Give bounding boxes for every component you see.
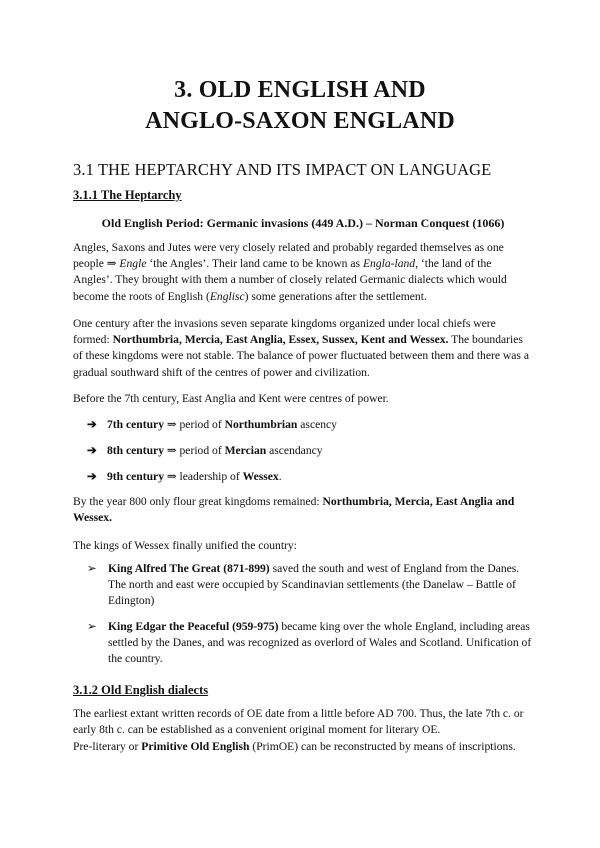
subsection-heading-3-1-1: 3.1.1 The Heptarchy xyxy=(73,188,182,202)
arrow-icon: ➔ xyxy=(87,418,97,431)
paragraph-kingdoms: One century after the invasions seven separate kingdoms organized under local chiefs were formed: Northumbria, Mercia, East Anglia, Essex, Sussex, Kent and Wessex. The boundaries of these kingdoms were not stable. The balance of power fluctuated between them and there was a gradual southward shift of the centres of power and civilization. xyxy=(73,317,529,379)
paragraph-earliest-records: The earliest extant written records of OE date from a little before AD 700. Thus, the late 7th c. or early 8th c. can be established as a convenient original moment for literary OE. xyxy=(73,707,524,737)
period-statement: Old English Period: Germanic invasions (449 A.D.) – Norman Conquest (1066) xyxy=(101,216,505,230)
paragraph-wessex-kings: The kings of Wessex finally unified the country: xyxy=(73,539,297,552)
section-heading-3-1: 3.1 THE HEPTARCHY AND ITS IMPACT ON LANGUAGE xyxy=(73,160,492,179)
paragraph-primitive-oe: Pre-literary or Primitive Old English (PrimOE) can be reconstructed by means of inscriptions. xyxy=(73,740,516,753)
subsection-heading-3-1-2: 3.1.2 Old English dialects xyxy=(73,683,209,697)
arrow-icon: ➔ xyxy=(87,444,97,457)
list-item-8th-century: ➔ 8th century ⇒ period of Mercian ascendancy xyxy=(87,444,323,457)
list-item-king-edgar: ➢ King Edgar the Peaceful (959-975) became king over the whole England, including areas settled by the Danes, and was recognized as overlord of Wales and Scotland. Unification of the country. xyxy=(87,620,532,665)
paragraph-centres: Before the 7th century, East Anglia and Kent were centres of power. xyxy=(73,392,389,405)
paragraph-great-kingdoms: By the year 800 only flour great kingdoms remained: Northumbria, Mercia, East Anglia and Wessex. xyxy=(73,495,515,525)
list-item-king-alfred: ➢ King Alfred The Great (871-899) saved the south and west of England from the Danes. The north and east were occupied by Scandinavian settlements (the Danelaw – Battle of Edington) xyxy=(87,562,520,607)
arrow-icon: ➔ xyxy=(87,470,97,483)
list-item-7th-century: ➔ 7th century ⇒ period of Northumbrian ascency xyxy=(87,418,337,431)
paragraph-angles: Angles, Saxons and Jutes were very closely related and probably regarded themselves as one people ⇒ Engle ‘the Angles’. Their land came to be known as Engla-land, ‘the land of the Angles’. They brought with them a number of closely related Germanic dialects which would become the roots of English (Englisc) some generations after the settlement. xyxy=(73,241,507,303)
chapter-title xyxy=(73,75,527,137)
chapter-title-line-2: ANGLO-SAXON ENGLAND xyxy=(145,108,455,134)
list-item-9th-century: ➔ 9th century ⇒ leadership of Wessex. xyxy=(87,470,282,483)
chapter-title-line-1: 3. OLD ENGLISH AND xyxy=(174,77,426,103)
triangle-arrow-icon: ➢ xyxy=(87,562,97,575)
triangle-arrow-icon: ➢ xyxy=(87,620,97,633)
